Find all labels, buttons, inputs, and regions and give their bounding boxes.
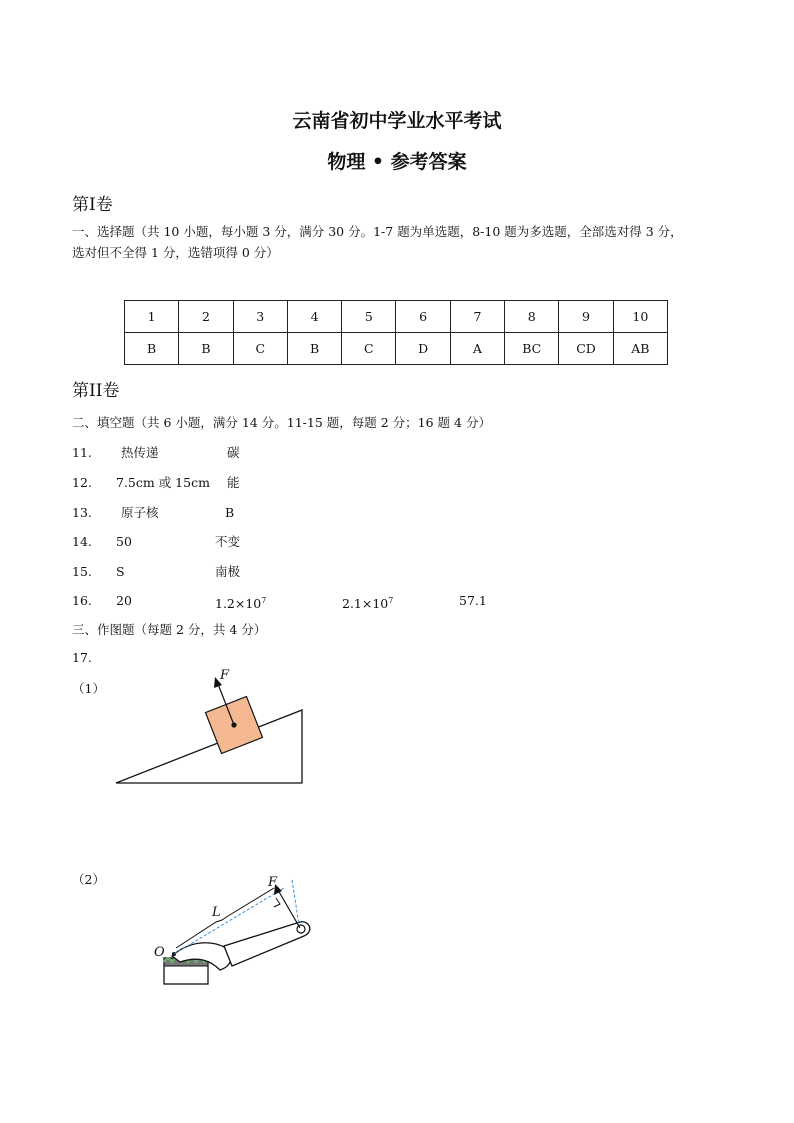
answer-cell: C (233, 333, 287, 365)
item-answer-b: 能 (227, 475, 240, 490)
extension-dashed-line (292, 880, 299, 925)
item-answer-b: 不变 (215, 534, 241, 549)
item-answer-b: 碳 (227, 445, 240, 460)
item-answer-b: 南极 (215, 564, 241, 579)
part1-instructions-line1: 一、选择题（共 10 小题，每小题 3 分，满分 30 分。1-7 题为单选题，8-10 题为多选题，全部选对得 3 分， (72, 224, 683, 239)
force-label-F: F (220, 668, 230, 683)
draw-section-heading: 三、作图题（每题 2 分，共 4 分） (72, 622, 267, 637)
question-number-cell: 6 (396, 301, 450, 333)
item-number: 13. (72, 505, 92, 520)
part1-instructions-line2: 选对但不全得 1 分，选错项得 0 分） (72, 245, 279, 260)
item-number: 16. (72, 593, 92, 608)
item-answer-d: 57.1 (459, 593, 487, 608)
wrench-lever-figure (150, 870, 320, 995)
item-number: 11. (72, 445, 92, 460)
answer-cell: C (342, 333, 396, 365)
question-17-number: 17. (72, 650, 92, 665)
item-answer-b: $1.2\times 10^7$ (215, 596, 267, 612)
incline-block-figure (110, 660, 320, 790)
page-title: 云南省初中学业水平考试 (292, 110, 502, 132)
answer-table-answer-row (125, 333, 668, 365)
question-number-cell: 5 (342, 301, 396, 333)
answer-cell: AB (613, 333, 667, 365)
item-number: 14. (72, 534, 92, 549)
question-number-cell: 1 (125, 301, 179, 333)
question-number-cell: 9 (559, 301, 613, 333)
pivot-label-O: O (154, 945, 165, 960)
question-number-cell: 10 (613, 301, 667, 333)
handle-hole (297, 925, 305, 933)
sub-question-2-label: （2） (72, 872, 105, 887)
part1-heading: 第Ⅰ卷 (72, 195, 113, 215)
answer-cell: B (287, 333, 341, 365)
force-label-F: F (268, 875, 278, 890)
question-number-cell: 8 (505, 301, 559, 333)
answer-cell: A (450, 333, 504, 365)
sub-question-1-label: （1） (72, 681, 105, 696)
question-number-cell: 7 (450, 301, 504, 333)
item-answer-c: $2.1\times 10^7$ (342, 596, 394, 612)
question-number-cell: 3 (233, 301, 287, 333)
question-number-cell: 2 (179, 301, 233, 333)
answer-cell: D (396, 333, 450, 365)
item-answer-a: 20 (116, 593, 132, 608)
item-answer-b: B (225, 505, 235, 520)
answer-table (124, 300, 668, 365)
item-number: 12. (72, 475, 92, 490)
question-number-cell: 4 (287, 301, 341, 333)
fill-section-heading: 二、填空题（共 6 小题，满分 14 分。11-15 题，每题 2 分；16 题 4 分） (72, 415, 491, 430)
answer-table-number-row (125, 301, 668, 333)
item-answer-a: 原子核 (121, 505, 159, 520)
answer-cell: B (179, 333, 233, 365)
answer-cell: BC (505, 333, 559, 365)
item-answer-a: 热传递 (121, 445, 159, 460)
item-answer-a: 50 (116, 534, 132, 549)
item-number: 15. (72, 564, 92, 579)
answer-cell: B (125, 333, 179, 365)
right-angle-mark (274, 898, 280, 907)
answer-cell: CD (559, 333, 613, 365)
page-subtitle: 物理 • 参考答案 (327, 151, 467, 173)
part2-heading: 第II卷 (72, 381, 120, 401)
item-answer-a: 7.5cm 或 15cm (116, 475, 210, 490)
force-arrow-line (278, 890, 300, 928)
item-answer-a: S (116, 564, 125, 579)
lever-arm-label-L: L (212, 905, 221, 920)
